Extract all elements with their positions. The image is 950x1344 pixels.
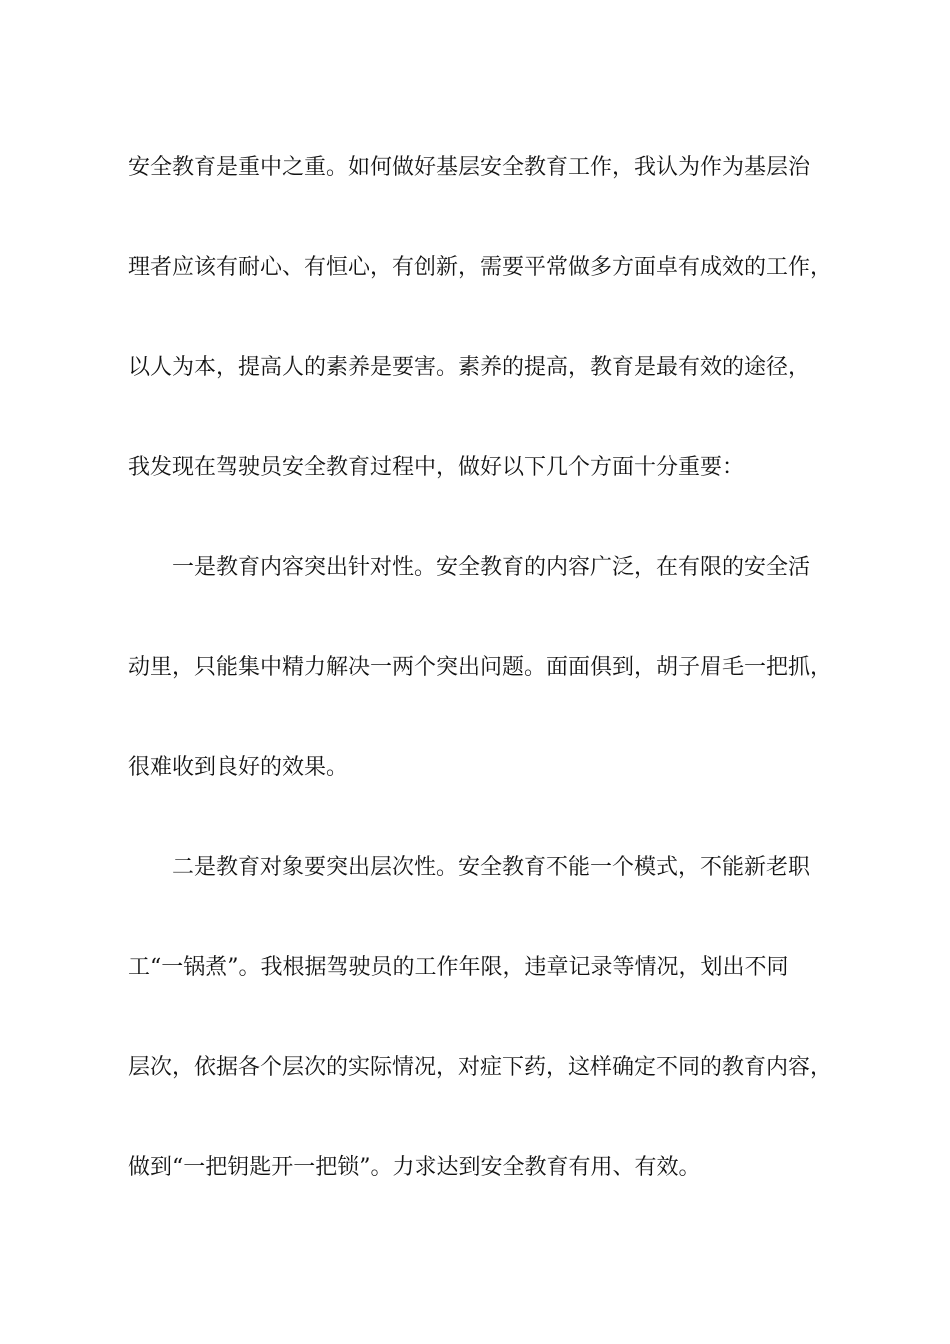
paragraph-line-11: 做到“一把钥匙开一把锁”。力求达到安全教育有用、有效。: [128, 1155, 701, 1180]
paragraph-line-8: 二是教育对象要突出层次性。安全教育不能一个模式，不能新老职: [172, 855, 811, 880]
paragraph-line-10: 层次，依据各个层次的实际情况，对症下药，这样确定不同的教育内容，: [128, 1055, 833, 1080]
paragraph-line-1: 安全教育是重中之重。如何做好基层安全教育工作，我认为作为基层治: [128, 155, 811, 180]
paragraph-line-6: 动里，只能集中精力解决一两个突出问题。面面俱到，胡子眉毛一把抓，: [128, 655, 833, 680]
paragraph-line-5: 一是教育内容突出针对性。安全教育的内容广泛，在有限的安全活: [172, 555, 811, 580]
paragraph-line-9: 工“一锅煮”。我根据驾驶员的工作年限，违章记录等情况，划出不同: [128, 955, 789, 980]
paragraph-line-4: 我发现在驾驶员安全教育过程中，做好以下几个方面十分重要：: [128, 455, 745, 480]
paragraph-line-7: 很难收到良好的效果。: [128, 755, 349, 780]
paragraph-line-2: 理者应该有耐心、有恒心，有创新，需要平常做多方面卓有成效的工作，: [128, 255, 833, 280]
paragraph-line-3: 以人为本，提高人的素养是要害。素养的提高，教育是最有效的途径，: [128, 355, 811, 380]
document-body: [128, 118, 833, 1218]
